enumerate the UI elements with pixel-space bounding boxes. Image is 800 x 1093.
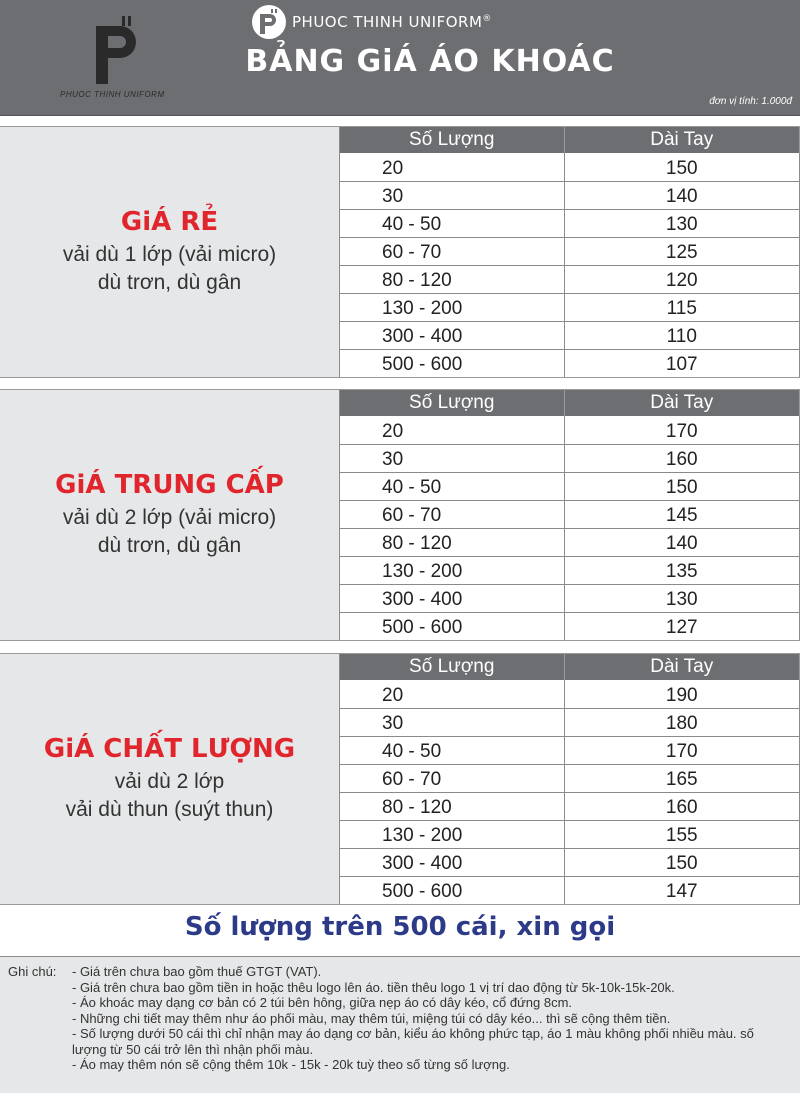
price-cell: 150 [564, 848, 800, 876]
header-quantity: Số Lượng [340, 127, 564, 153]
qty-cell: 20 [340, 416, 564, 444]
table-row [340, 265, 800, 293]
logo-left [60, 10, 190, 100]
table-row [340, 153, 800, 181]
table-row [340, 472, 800, 500]
qty-cell: 300 - 400 [340, 321, 564, 349]
page-title: BẢNG GiÁ ÁO KHOÁC [245, 44, 615, 79]
brand-name-top: PHUOC THINH UNIFORM® [292, 13, 492, 31]
qty-cell: 40 - 50 [340, 209, 564, 237]
price-cell: 155 [564, 820, 800, 848]
table-row [340, 321, 800, 349]
table-row [340, 736, 800, 764]
qty-cell: 300 - 400 [340, 584, 564, 612]
table-row [340, 680, 800, 708]
price-cell: 190 [564, 680, 800, 708]
note-item: - Áo khoác may dạng cơ bản có 2 túi bên hông, giữa nẹp áo có dây kéo, cổ đứng 8cm. [72, 995, 573, 1010]
qty-cell: 40 - 50 [340, 736, 564, 764]
table-row [340, 349, 800, 377]
qty-cell: 30 [340, 181, 564, 209]
price-cell: 115 [564, 293, 800, 321]
header [0, 0, 800, 116]
price-cell: 165 [564, 764, 800, 792]
table-row [340, 820, 800, 848]
table-row [340, 237, 800, 265]
notes-label: Ghi chú: [8, 964, 57, 979]
qty-cell: 500 - 600 [340, 876, 564, 904]
price-cell: 110 [564, 321, 800, 349]
table-row [340, 556, 800, 584]
price-cell: 140 [564, 528, 800, 556]
table-row [340, 181, 800, 209]
qty-cell: 60 - 70 [340, 500, 564, 528]
price-cell: 170 [564, 416, 800, 444]
fabric-line: dù trơn, dù gân [97, 271, 242, 294]
notes-panel [0, 956, 800, 1093]
table-row [340, 848, 800, 876]
price-cell: 147 [564, 876, 800, 904]
qty-cell: 80 - 120 [340, 792, 564, 820]
price-cell: 145 [564, 500, 800, 528]
header-long-sleeve: Dài Tay [564, 390, 800, 416]
header-quantity: Số Lượng [340, 654, 564, 680]
note-item: - Những chi tiết may thêm như áo phối màu, may thêm túi, miệng túi có dây kéo... thì sẽ cộng thêm tiền. [72, 1010, 671, 1026]
qty-cell: 130 - 200 [340, 820, 564, 848]
tier-description [0, 127, 340, 377]
price-cell: 170 [564, 736, 800, 764]
qty-cell: 60 - 70 [340, 237, 564, 265]
price-cell: 107 [564, 349, 800, 377]
price-table [340, 127, 800, 377]
note-item: - Giá trên chưa bao gồm tiền in hoặc thêu logo lên áo. tiền thêu logo 1 vị trí dao động từ 5k-10k-15k-20k. [72, 979, 675, 995]
fabric-line: vải dù 2 lớp [114, 770, 225, 793]
note-item: - Áo may thêm nón sẽ cộng thêm 10k - 15k - 20k tuỳ theo số từng số lượng. [72, 1057, 510, 1072]
tier-title: GiÁ RẺ [120, 207, 219, 237]
header-quantity: Số Lượng [340, 390, 564, 416]
price-cell: 140 [564, 181, 800, 209]
table-row [340, 876, 800, 904]
price-table [340, 654, 800, 904]
price-cell: 160 [564, 792, 800, 820]
note-item: - Số lượng dưới 50 cái thì chỉ nhận may áo dạng cơ bản, kiểu áo không phức tạp, áo 1 màu không phối nhiều màu. số lượng từ 50 cái trở lên thì nhận phối màu. [72, 1026, 754, 1057]
table-row [340, 293, 800, 321]
registered-mark: ® [482, 14, 492, 24]
table-row [340, 416, 800, 444]
tier-title: GiÁ TRUNG CẤP [55, 470, 284, 500]
qty-cell: 40 - 50 [340, 472, 564, 500]
notes-list [72, 964, 790, 1073]
fabric-line: vải dù thun (suýt thun) [65, 798, 274, 821]
unit-note: đơn vị tính: 1.000đ [709, 96, 792, 107]
table-header-row [340, 654, 800, 680]
table-row [340, 764, 800, 792]
qty-cell: 20 [340, 680, 564, 708]
qty-cell: 130 - 200 [340, 556, 564, 584]
table-row [340, 584, 800, 612]
price-section-mid [0, 389, 800, 641]
price-table [340, 390, 800, 640]
brand-badge-icon [252, 5, 286, 39]
qty-cell: 500 - 600 [340, 612, 564, 640]
header-long-sleeve: Dài Tay [564, 654, 800, 680]
qty-cell: 80 - 120 [340, 265, 564, 293]
price-cell: 125 [564, 237, 800, 265]
table-row [340, 528, 800, 556]
fabric-line: vải dù 2 lớp (vải micro) [62, 506, 277, 529]
logo-top [252, 4, 492, 40]
brand-name-left: PHUOC THINH UNIFORM [60, 90, 165, 99]
tier-title: GiÁ CHẤT LƯỢNG [43, 734, 296, 764]
table-header-row [340, 127, 800, 153]
price-cell: 130 [564, 584, 800, 612]
tier-description [0, 390, 340, 640]
qty-cell: 30 [340, 708, 564, 736]
price-section-quality [0, 653, 800, 905]
fabric-line: dù trơn, dù gân [97, 534, 242, 557]
brand-logo-icon [92, 14, 142, 86]
qty-cell: 30 [340, 444, 564, 472]
price-cell: 180 [564, 708, 800, 736]
price-cell: 150 [564, 472, 800, 500]
qty-cell: 300 - 400 [340, 848, 564, 876]
bulk-order-note: Số lượng trên 500 cái, xin gọi [184, 912, 616, 942]
price-cell: 120 [564, 265, 800, 293]
table-row [340, 444, 800, 472]
header-long-sleeve: Dài Tay [564, 127, 800, 153]
price-cell: 127 [564, 612, 800, 640]
table-row [340, 209, 800, 237]
table-row [340, 500, 800, 528]
qty-cell: 130 - 200 [340, 293, 564, 321]
qty-cell: 20 [340, 153, 564, 181]
price-cell: 130 [564, 209, 800, 237]
price-cell: 150 [564, 153, 800, 181]
table-row [340, 708, 800, 736]
table-row [340, 792, 800, 820]
fabric-line: vải dù 1 lớp (vải micro) [62, 243, 277, 266]
price-cell: 160 [564, 444, 800, 472]
tier-description [0, 654, 340, 904]
qty-cell: 500 - 600 [340, 349, 564, 377]
price-cell: 135 [564, 556, 800, 584]
note-item: - Giá trên chưa bao gồm thuế GTGT (VAT). [72, 964, 322, 979]
table-row [340, 612, 800, 640]
qty-cell: 80 - 120 [340, 528, 564, 556]
qty-cell: 60 - 70 [340, 764, 564, 792]
table-header-row [340, 390, 800, 416]
price-section-budget [0, 126, 800, 378]
